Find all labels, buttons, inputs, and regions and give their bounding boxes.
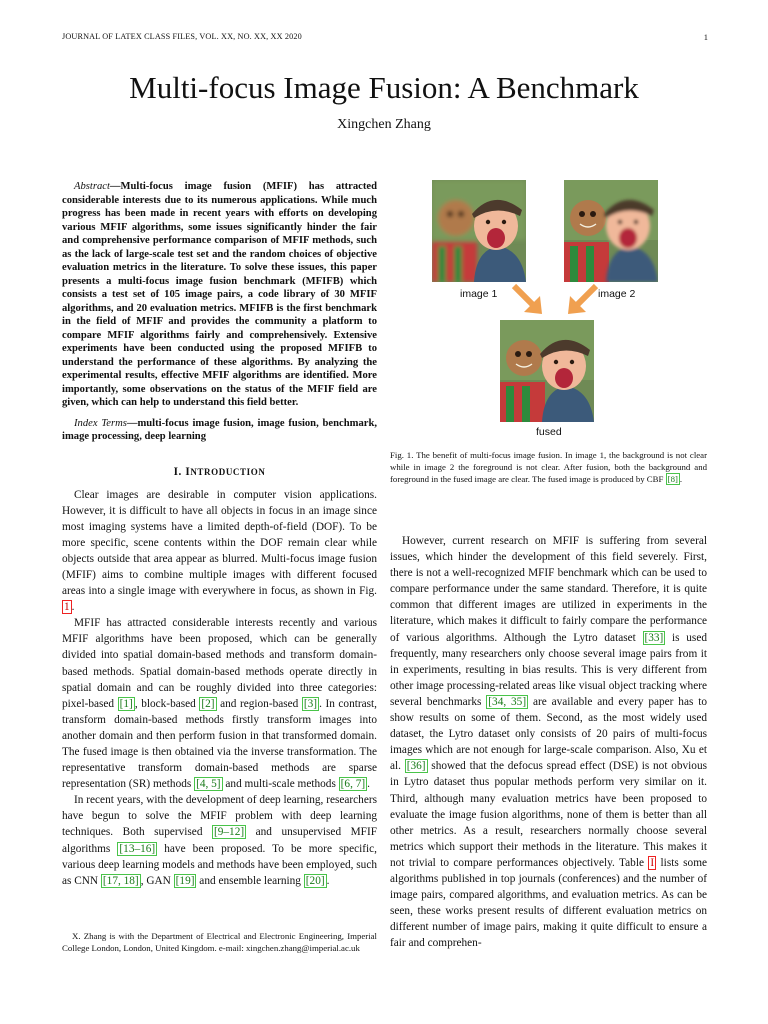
image-2-label: image 2 — [598, 288, 636, 300]
citation-link[interactable]: [4, 5] — [196, 778, 221, 791]
fused-label: fused — [536, 426, 562, 438]
image-2-photo — [564, 180, 658, 282]
index-terms-lead: Index Terms — [74, 417, 127, 429]
citation-link[interactable]: [6, 7] — [340, 778, 366, 791]
child-photo-all-in-focus — [500, 320, 594, 422]
citation-link[interactable]: [33] — [644, 631, 664, 644]
figure-1-caption: Fig. 1. The benefit of multi-focus image fusion. In image 1, the background is not clear while in image 2 the foreground is not clear. After fusion, both the background and foreground in the fused image are clear. The fused image is produced by CBF [8] . — [390, 450, 707, 484]
running-head: JOURNAL OF LATEX CLASS FILES, VOL. XX, NO. XX, XX 2020 — [62, 32, 302, 41]
image-1-label: image 1 — [460, 288, 498, 300]
citation-link[interactable]: [19] — [175, 874, 195, 887]
citation-link[interactable]: [36] — [406, 760, 426, 773]
paper-title: Multi-focus Image Fusion: A Benchmark — [129, 70, 639, 105]
child-photo-blurred-foreground — [564, 180, 658, 282]
figure-reference-link[interactable]: 1 — [64, 601, 70, 614]
abstract-lead: Abstract — [74, 181, 110, 192]
intro-paragraph-2: MFIF has attracted considerable interests recently and various MFIF algorithms have been proposed, which can be generally divided into spatial domain-based methods and transform domain-based methods. Spatial domain-based methods operate directly in spatial domain and can be roughly divided into three categories: pixel-based [1] , block-based [2] and region-based [3] . In contrast, transform domain-based methods firstly transform images into another domain and then perform fusion in that transformed domain. The fused image is then obtained via the inverse transformation. The representative transform domain-based methods are sparse representation (SR) methods [4, 5] and multi-scale methods [6, 7] . — [62, 617, 377, 791]
citation-link[interactable]: [1] — [119, 697, 133, 710]
abstract-text: —Multi-focus image fusion (MFIF) has attracted considerable interests due to its numerous applications. While much progress has been made in recent years with efforts on developing various MFIF algorithms, some issues significantly hinder the fair and comprehensive performance comparison of MFIF methods, such as the lack of large-scale test set and the random choices of objective evaluation metrics in the literature. To solve these issues, this paper presents a multi-focus image fusion benchmark (MFIFB) which consists a test set of 105 image pairs, a code library of 30 MFIF algorithms, and 20 evaluation metrics. MFIFB is the first benchmark in the field of MFIF and provides the community a platform to compare MFIF algorithms fairly and comprehensively. Extensive experiments have been conducted using the proposed MFIFB to understand the performance of these algorithms. By analyzing the experimental results, effective MFIF algorithms are identified. More importantly, some observations on the status of the MFIF field are given, which can help to understand this field better. — [62, 181, 377, 408]
paper-author: Xingchen Zhang — [337, 117, 431, 132]
author-footnote: X. Zhang is with the Department of Electrical and Electronic Engineering, Imperial College London, London, United Kingdom. e-mail: xingchen.zhang@imperial.ac.uk — [62, 931, 377, 953]
index-terms-text: —multi-focus image fusion, image fusion, benchmark, image processing, deep learning — [62, 417, 377, 442]
citation-link[interactable]: [13–16] — [119, 842, 156, 855]
child-photo-blurred-background — [432, 180, 526, 282]
citation-link[interactable]: [2] — [201, 697, 215, 710]
intro-paragraph-1: Clear images are desirable in computer vision applications. However, it is difficult to have all objects in focus in an image since most imaging systems have a limited depth-of-field (DOF). To be more specific, scene contents within the DOF remain clear while objects outside that area appear as blurred. Multi-focus image fusion (MFIF) aims to combine multiple images with different focused areas into a single image with everywhere in focus, as shown in Fig. 1 . — [62, 488, 377, 614]
fused-photo — [500, 320, 594, 422]
citation-link[interactable]: [17, 18] — [102, 874, 139, 887]
index-terms — [62, 417, 377, 444]
section-heading-introduction: I. INTRODUCTION — [173, 465, 266, 478]
intro-paragraph-3: In recent years, with the development of deep learning, researchers have begun to solve the MFIF problem with deep learning techniques. Both supervised [9–12] and unsupervised MFIF algorithms [13–16] have been proposed. To be more specific, various deep learning models and methods have been employed, such as CNN [17, 18] , GAN [19] and ensemble learning [20] . — [62, 794, 377, 887]
intro-paragraph-4: However, current research on MFIF is suffering from several issues, which hinder the development of this field severely. First, there is not a well-recognized MFIF benchmark which can be used to compare performance under the same standard. Therefore, it is quite common that different images are utilized in experiments in the literature, which makes it difficult to fairly compare the performance of various algorithms. Although the Lytro dataset [33] is used frequently, many researchers only choose several image pairs from it in experiments, resulting in bias results. This is very different from other image processing-related areas like visual object tracking where several benchmarks [34, 35] are available and every paper has to show results on some of them. Second, as the most widely used dataset, the Lytro dataset only consists of 20 pairs of multi-focus images which are not enough for large-scale comparison. Also, Xu et al. [36] showed that the defocus spread effect (DSE) is not obvious in Lytro dataset thus popular methods perform very similar on it. Third, although many evaluation metrics have been proposed to evaluate the image fusion algorithms, none of them is better than all other metrics. As a result, researchers normally choose several metrics which support their methods in the literature. This makes it not trivial to compare performances objectively. Table I lists some algorithms published in top journals (conferences) and the number of image pairs, compared algorithms, and evaluation metrics. As can be seen, these works present results of different evaluation metrics on different number of image pairs, making it quite difficult to ensure a fair and comprehen- — [390, 535, 707, 950]
abstract — [62, 180, 377, 410]
left-column — [62, 180, 377, 889]
figure-1 — [390, 180, 707, 442]
citation-link[interactable]: [8] — [667, 473, 678, 484]
page-number: 1 — [703, 32, 708, 42]
arrow-down-right-icon — [508, 280, 548, 320]
citation-link[interactable]: [34, 35] — [488, 695, 527, 708]
table-reference-link[interactable]: I — [650, 856, 655, 869]
arrow-down-left-icon — [562, 280, 602, 320]
image-1-photo — [432, 180, 526, 282]
right-column — [390, 533, 707, 951]
citation-link[interactable]: [3] — [303, 697, 318, 710]
citation-link[interactable]: [20] — [305, 874, 325, 887]
citation-link[interactable]: [9–12] — [214, 826, 245, 839]
